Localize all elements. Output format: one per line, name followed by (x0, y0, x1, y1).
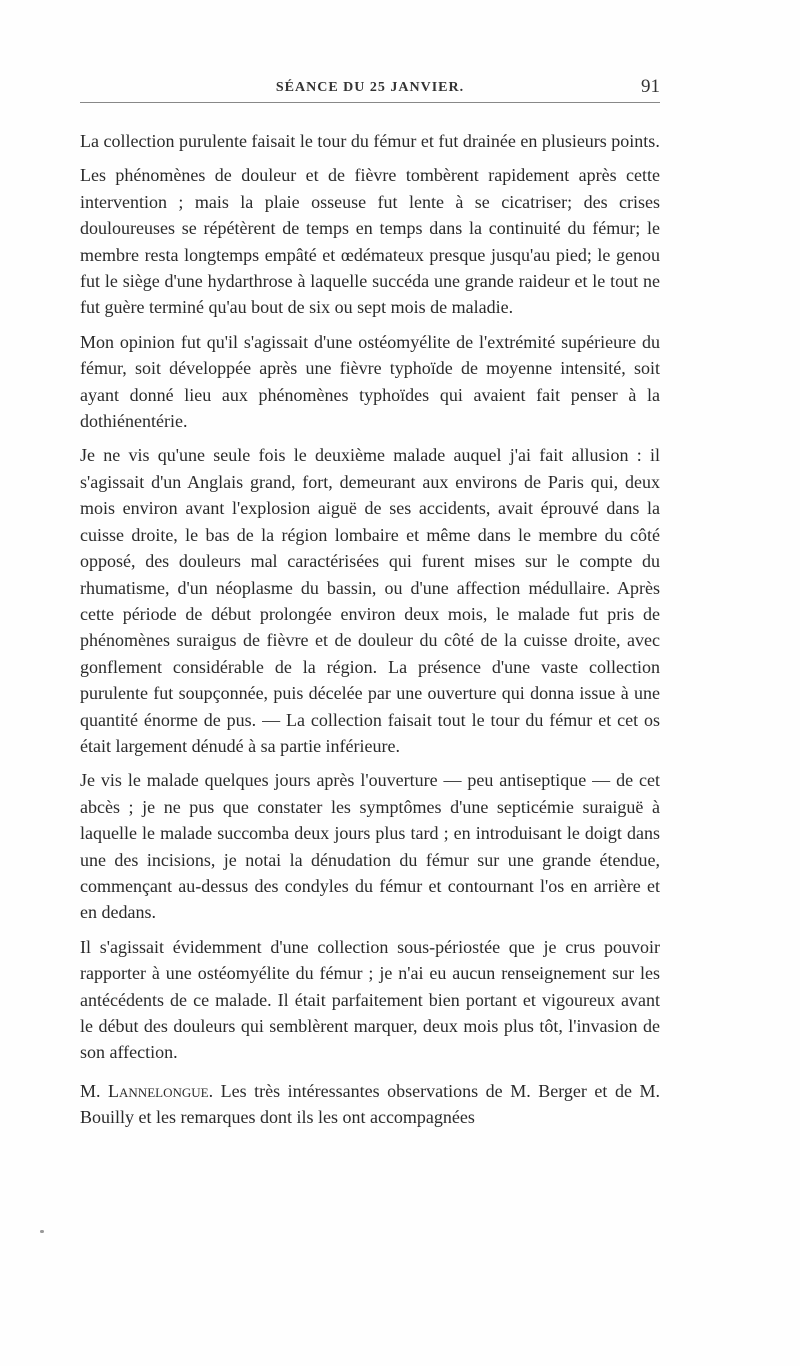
speaker-text: Les très intéressantes observations de M. Berger et de M. Bouilly et les remarques dont ils les ont accompagnées (80, 1080, 660, 1128)
paragraph-symptoms: Les phénomènes de douleur et de fièvre tombèrent rapidement après cette intervention ; mais la plaie osseuse fut lente à se cicatriser; des crises douloureuses se répétèrent de temps en temps dans la continuité du fémur; le membre resta longtemps empâté et œdémateux presque jusqu'au pied; le genou fut le siège d'une hydarthrose à laquelle succéda une grande raideur et le tout ne fut guère terminé qu'au bout de six ou sept mois de maladie. (80, 165, 660, 318)
paragraph-drainage: La collection purulente faisait le tour du fémur et fut drainée en plusieurs points. (80, 131, 660, 151)
page-number: 91 (641, 76, 660, 97)
body-text (80, 128, 660, 1139)
running-head: SÉANCE DU 25 JANVIER. (275, 80, 465, 95)
paragraph-conclusion: Il s'agissait évidemment d'une collection sous-périostée que je crus pouvoir rapporter à une ostéomyélite du fémur ; je n'ai eu aucun renseignement sur les antécédents de ce malade. Il était parfaitement bien portant et vigoureux avant le début des douleurs qui semblèrent marquer, deux mois plus tôt, l'invasion de son affection. (80, 936, 660, 1063)
print-smudge (40, 1230, 44, 1233)
paragraph-second-patient: Je ne vis qu'une seule fois le deuxième malade auquel j'ai fait allusion : il s'agissait d'un Anglais grand, fort, demeurant aux environs de Paris qui, deux mois environ avant l'explosion aiguë de ses accidents, avait éprouvé dans la cuisse droite, le bas de la région lombaire et même dans le membre du côté opposé, des douleurs mal caractérisées qui furent mises sur le compte du rhumatisme, d'un néoplasme du bassin, ou d'une affection médullaire. Après cette période de début prolongée environ deux mois, le malade fut pris de phénomènes suraigus de fièvre et de douleur du côté de la cuisse droite, avec gonflement considérable de la région. La présence d'une vaste collection purulente fut soupçonnée, puis décelée par une ouverture qui donna issue à une quantité énorme de pus. — La collection faisait tout le tour du fémur et cet os était largement dénudé à sa partie inférieure. (80, 445, 660, 756)
speaker-name: M. Lannelongue. (80, 1080, 214, 1101)
paragraph-lannelongue (80, 1078, 660, 1131)
paragraph-opinion: Mon opinion fut qu'il s'agissait d'une ostéomyélite de l'extrémité supérieure du fémur, soit développée après une fièvre typhoïde de moyenne intensité, soit ayant donné lieu aux phénomènes typhoïdes qui avaient fait penser à la dothiénentérie. (80, 331, 660, 432)
paragraph-septicemia: Je vis le malade quelques jours après l'ouverture — peu antiseptique — de cet abcès ; je ne pus que constater les symptômes d'une septicémie suraiguë à laquelle le malade succomba deux jours plus tard ; en introduisant le doigt dans une des incisions, je notai la dénudation du fémur sur une grande étendue, commençant au-dessus des condyles du fémur et contournant l'os en arrière et en dedans. (80, 770, 660, 923)
page-header (80, 72, 660, 100)
header-rule (80, 102, 660, 103)
